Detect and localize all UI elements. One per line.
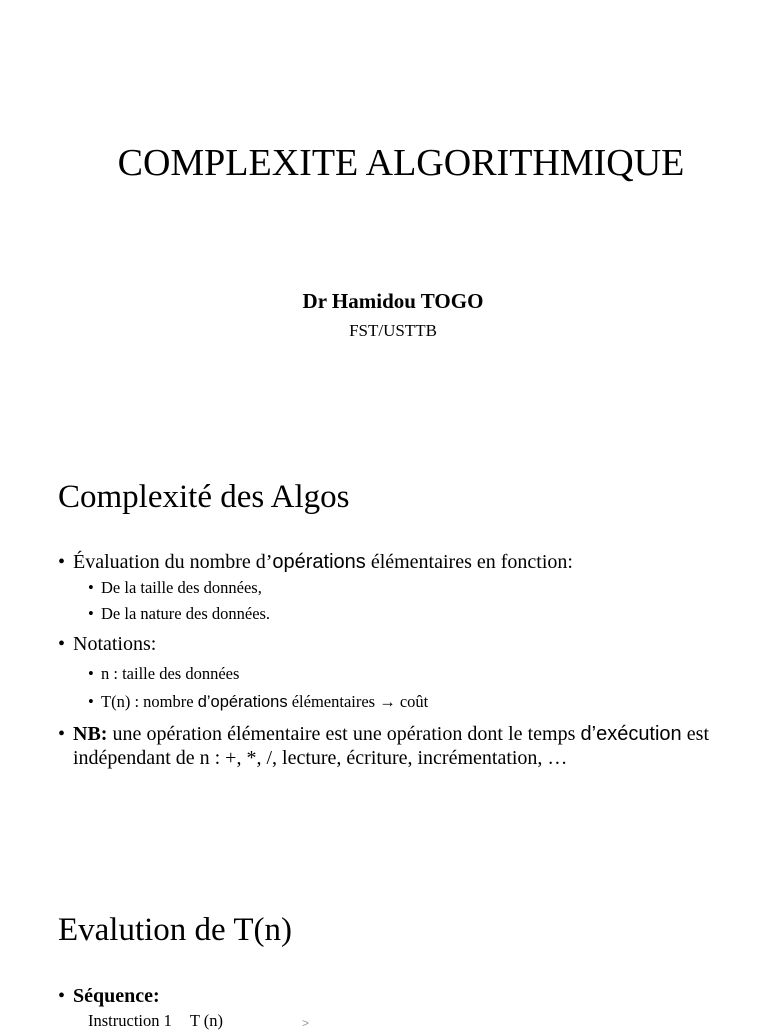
bullet-notations [58, 632, 156, 656]
bullet-dot: • [88, 692, 94, 711]
instruction-label: Instruction 1 [88, 1011, 172, 1030]
bullet-dot: • [88, 578, 94, 597]
bullet-dot: • [88, 664, 94, 683]
sub-bullet-suffix: élémentaires [287, 692, 376, 711]
bullet-dot: • [58, 551, 66, 573]
author-name: Dr Hamidou TOGO [302, 289, 484, 313]
nb-text-part2: est indépendant de n : +, *, /, lecture, écriture, incrémentation, … [73, 723, 710, 769]
sub-bullet-n [88, 663, 239, 685]
author-affiliation: FST/USTTB [349, 321, 437, 340]
bullet-text-suffix: élémentaires en fonction: [365, 551, 573, 573]
bullet-notations-text: Notations: [73, 633, 157, 655]
sub-bullet-emph: d’opérations [197, 693, 288, 711]
sub-bullet-tn [88, 691, 428, 713]
bullet-nb [58, 722, 709, 770]
bullet-dot: • [58, 723, 66, 745]
section-title-evalution: Evalution de T(n) [58, 912, 292, 948]
bullet-dot: • [58, 633, 66, 655]
sub-bullet-tail: coût [399, 692, 429, 711]
bullet-dot: • [88, 604, 94, 623]
sub-bullet-nature [88, 603, 270, 625]
bullet-text-prefix: Évaluation du nombre d’ [73, 551, 273, 573]
section-title-complexite: Complexité des Algos [58, 479, 350, 515]
nb-text [73, 722, 709, 770]
nb-text-part1: une opération élémentaire est une opération dont le temps [107, 723, 581, 745]
sub-bullet-text [101, 691, 428, 713]
sub-bullet-prefix: T(n) : nombre [101, 692, 198, 711]
document-title: COMPLEXITE ALGORITHMIQUE [117, 142, 685, 184]
bullet-sequence-label: Séquence: [73, 985, 160, 1007]
bullet-evaluation-text [73, 550, 573, 574]
sub-bullet-taille [88, 577, 262, 599]
instruction-line [88, 1010, 223, 1032]
bullet-evaluation [58, 550, 573, 574]
faint-arrow-mark: > [302, 1016, 310, 1030]
bullet-text-emph: opérations [272, 551, 366, 573]
bullet-sequence [58, 984, 160, 1008]
nb-text-emph: d’exécution [580, 723, 682, 745]
bullet-dot: • [58, 985, 66, 1007]
sub-bullet-text: De la taille des données, [101, 578, 262, 597]
nb-label: NB: [73, 723, 108, 745]
arrow-right-icon: → [379, 693, 396, 711]
sub-bullet-text: De la nature des données. [101, 604, 271, 623]
instruction-cost: T (n) [189, 1011, 224, 1030]
sub-bullet-text: n : taille des données [101, 664, 240, 683]
